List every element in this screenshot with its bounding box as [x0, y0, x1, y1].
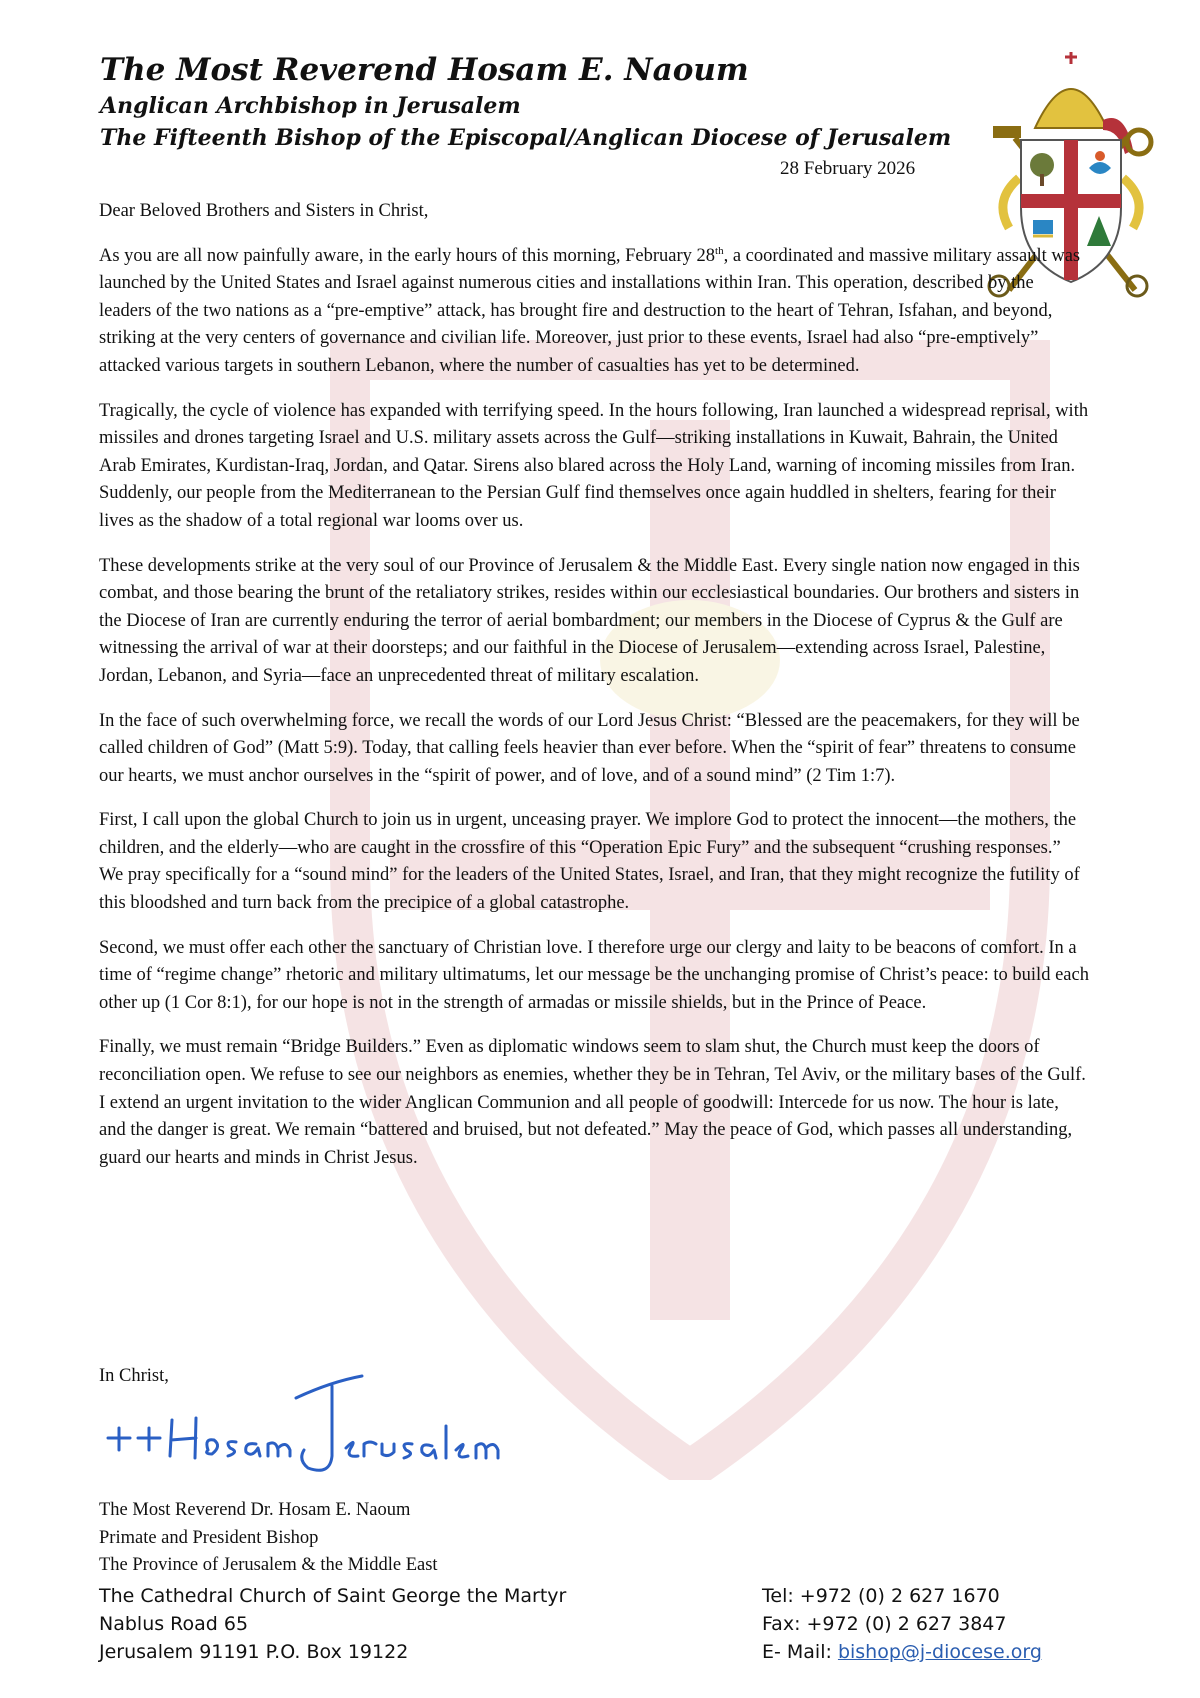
address-line-1: The Cathedral Church of Saint George the Martyr [99, 1585, 567, 1607]
signatory-name: The Most Reverend Dr. Hosam E. Naoum [99, 1500, 411, 1520]
signatory-role: Primate and President Bishop [99, 1527, 319, 1548]
footer-address [99, 1582, 566, 1666]
handwritten-signature [100, 1368, 520, 1493]
greeting: Dear Beloved Brothers and Sisters in Christ, [99, 201, 429, 221]
telephone: Tel: +972 (0) 2 627 1670 [762, 1585, 1000, 1607]
fax: Fax: +972 (0) 2 627 3847 [762, 1613, 1007, 1635]
ordinal-suffix: th [715, 244, 724, 257]
email-label: E- Mail: [762, 1641, 838, 1663]
paragraph-4: In the face of such overwhelming force, we recall the words of our Lord Jesus Christ: “Blessed are the peacemakers, for they will be called children of God” (Matt 5:9). Today, that calling feels heavier than ever before. When the “spirit of fear” threatens to consume our hearts, we must anchor ourselves in the “spirit of power, and of love, and of a sound mind” (2 Tim 1:7). [99, 710, 1080, 786]
paragraph-3: These developments strike at the very soul of our Province of Jerusalem & the Middle East. Every single nation now engaged in this combat, and those bearing the brunt of the retaliatory strikes, resides within our ecclesiastical boundaries. Our brothers and sisters in the Diocese of Iran are currently enduring the terror of aerial bombardment; our members in the Diocese of Cyprus & the Gulf are witnessing the arrival of war at their doorsteps; and our faithful in the Diocese of Jerusalem—extending across Israel, Palestine, Jordan, Lebanon, and Syria—face an unprecedented threat of military escalation. [99, 555, 1080, 686]
address-line-3: Jerusalem 91191 P.O. Box 19122 [99, 1641, 409, 1663]
archbishop-title-line-2: The Fifteenth Bishop of the Episcopal/Anglican Diocese of Jerusalem [100, 125, 952, 151]
email-link[interactable]: bishop@j-diocese.org [837, 1641, 1042, 1663]
letter-date: 28 February 2026 [780, 158, 916, 179]
email-row [762, 1638, 1042, 1666]
paragraph-1 [99, 243, 1089, 381]
letter-body [99, 198, 1089, 1189]
address-line-2: Nablus Road 65 [99, 1613, 249, 1635]
paragraph-1-start: As you are all now painfully aware, in the early hours of this morning, February 28 [99, 245, 716, 266]
paragraph-1-rest: , a coordinated and massive military assault was launched by the United States and Israel against numerous cities and installations within Iran. This operation, described by the leaders of the two nations as a “pre-emptive” attack, has brought fire and destruction to the heart of Tehran, Isfahan, and beyond, striking at the very centers of governance and civilian life. Moreover, just prior to these events, Israel had also “pre-emptively” attacked various targets in southern Lebanon, where the number of casualties has yet to be determined. [99, 245, 1081, 376]
paragraph-5: First, I call upon the global Church to join us in urgent, unceasing prayer. We implore God to protect the innocent—the mothers, the children, and the elderly—who are caught in the crossfire of this “Operation Epic Fury” and the subsequent “crushing responses.” We pray specifically for a “sound mind” for the leaders of the United States, Israel, and Iran, that they might recognize the futility of this bloodshed and turn back from the precipice of a global catastrophe. [99, 810, 1080, 914]
paragraph-7: Finally, we must remain “Bridge Builders.” Even as diplomatic windows seem to slam shut, the Church must keep the doors of reconciliation open. We refuse to see our neighbors as enemies, whether they be in Tehran, Tel Aviv, or the military bases of the Gulf. I extend an urgent invitation to the wider Anglican Communion and all people of goodwill: Intercede for us now. The hour is late, and the danger is great. We remain “battered and bruised, but not defeated.” May the peace of God, which passes all understanding, guard our hearts and minds in Christ Jesus. [99, 1037, 1086, 1168]
closing-phrase: In Christ, [99, 1366, 169, 1386]
signatory-block [99, 1497, 438, 1580]
signatory-province: The Province of Jerusalem & the Middle East [99, 1555, 438, 1575]
paragraph-6: Second, we must offer each other the sanctuary of Christian love. I therefore urge our clergy and laity to be beacons of comfort. In a time of “regime change” rhetoric and military ultimatums, let our message be the unchanging promise of Christ’s peace: to build each other up (1 Cor 8:1), for our hope is not in the strength of armadas or missile shields, but in the Prince of Peace. [99, 937, 1089, 1013]
archbishop-title-line-1: Anglican Archbishop in Jerusalem [100, 93, 521, 119]
footer-contact [762, 1582, 1042, 1666]
paragraph-2: Tragically, the cycle of violence has expanded with terrifying speed. In the hours following, Iran launched a widespread reprisal, with missiles and drones targeting Israel and U.S. military assets across the Gulf—striking installations in Kuwait, Bahrain, the United Arab Emirates, Kurdistan-Iraq, Jordan, and Qatar. Sirens also blared across the Holy Land, warning of incoming missiles from Iran. Suddenly, our people from the Mediterranean to the Persian Gulf find themselves once again huddled in shelters, fearing for their lives as the shadow of a total regional war looms over us. [99, 400, 1089, 531]
archbishop-name-heading: The Most Reverend Hosam E. Naoum [100, 52, 749, 88]
